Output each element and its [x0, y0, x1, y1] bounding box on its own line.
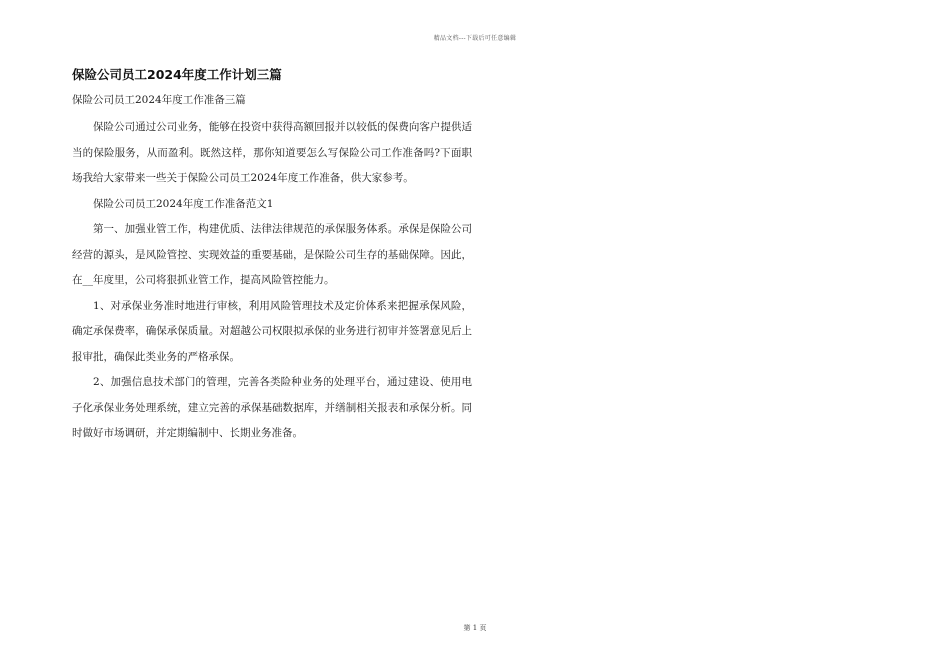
document-subtitle: 保险公司员工2024年度工作准备三篇 [72, 94, 246, 106]
page-number: 第 1 页 [463, 624, 487, 632]
document-title: 保险公司员工2024年度工作计划三篇 [72, 67, 282, 82]
paragraph-underwriting: 第一、加强业管工作，构建优质、法律法律规范的承保服务体系。承保是保险公司经营的源头，是风险管控、实现效益的重要基础，是保险公司生存的基础保障。因此，在__年度里，公司将狠抓业管工作，提高风险管控能力。 [72, 223, 472, 286]
intro-paragraph: 保险公司通过公司业务，能够在投资中获得高额回报并以较低的保费向客户提供适当的保险服务，从而盈利。既然这样，那你知道要怎么写保险公司工作准备吗?下面职场我给大家带来一些关于保险公司员工2024年度工作准备，供大家参考。 [72, 121, 472, 184]
paragraph-item-2: 2、加强信息技术部门的管理，完善各类险种业务的处理平台，通过建设、使用电子化承保业务处理系统，建立完善的承保基础数据库，并缮制相关报表和承保分析。同时做好市场调研，并定期编制中、长期业务准备。 [72, 376, 472, 439]
section-heading-sample-1: 保险公司员工2024年度工作准备范文1 [93, 197, 274, 210]
page-header-note: 精品文档---下载后可任意编辑 [433, 35, 517, 42]
paragraph-item-1: 1、对承保业务准时地进行审核，利用风险管理技术及定价体系来把握承保风险，确定承保费率，确保承保质量。对超越公司权限拟承保的业务进行初审并签署意见后上报审批，确保此类业务的严格承保。 [72, 299, 472, 363]
document-body [72, 66, 472, 447]
